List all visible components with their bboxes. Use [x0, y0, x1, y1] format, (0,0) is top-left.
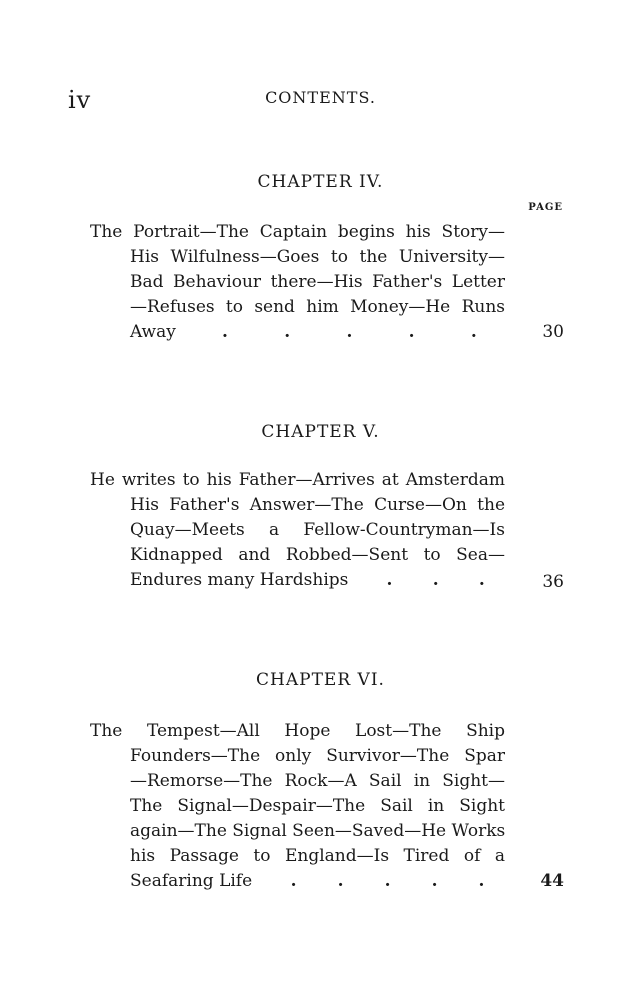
chapter-summary [90, 220, 505, 345]
summary-line: The Signal—Despair—The Sail in Sight [130, 796, 505, 816]
summary-line: his Passage to England—Is Tired of a [130, 846, 505, 866]
summary-line-text: Away [130, 322, 176, 342]
summary-line: Founders—The only Survivor—The Spar [130, 746, 505, 766]
summary-line [90, 320, 505, 345]
summary-line: His Father's Answer—The Curse—On the [130, 495, 505, 515]
page-column-label: PAGE [528, 202, 563, 213]
summary-line: again—The Signal Seen—Saved—He Works [130, 821, 505, 841]
summary-line: He writes to his Father—Arrives at Amsterdam [90, 470, 505, 490]
chapter-summary [90, 468, 505, 593]
chapter-summary [90, 719, 505, 894]
dot-leaders: . . . . . [290, 871, 485, 891]
summary-line: Kidnapped and Robbed—Sent to Sea— [130, 545, 505, 565]
summary-line: The Portrait—The Captain begins his Story— [90, 222, 505, 242]
summary-line: —Refuses to send him Money—He Runs [130, 297, 505, 317]
summary-line-text: Endures many Hardships [130, 570, 349, 590]
running-title: CONTENTS. [265, 88, 376, 107]
summary-line [90, 869, 505, 894]
dot-leaders: . . . . . [221, 322, 477, 342]
summary-line: —Remorse—The Rock—A Sail in Sight— [130, 771, 505, 791]
summary-line-text: Seafaring Life [130, 871, 253, 891]
summary-line: The Tempest—All Hope Lost—The Ship [90, 721, 505, 741]
summary-line: Quay—Meets a Fellow-Countryman—Is [130, 520, 505, 540]
page-reference: 36 [542, 572, 564, 592]
dot-leaders: . . . [386, 570, 485, 590]
page-reference: 44 [540, 871, 564, 891]
page-number: iv [68, 86, 92, 114]
summary-line: His Wilfulness—Goes to the University— [130, 247, 505, 267]
chapter-heading: CHAPTER V. [261, 422, 380, 442]
summary-line: Bad Behaviour there—His Father's Letter [130, 272, 505, 292]
chapter-heading: CHAPTER VI. [256, 670, 385, 690]
chapter-heading: CHAPTER IV. [257, 172, 384, 192]
summary-line [90, 568, 505, 593]
page-reference: 30 [542, 322, 564, 342]
